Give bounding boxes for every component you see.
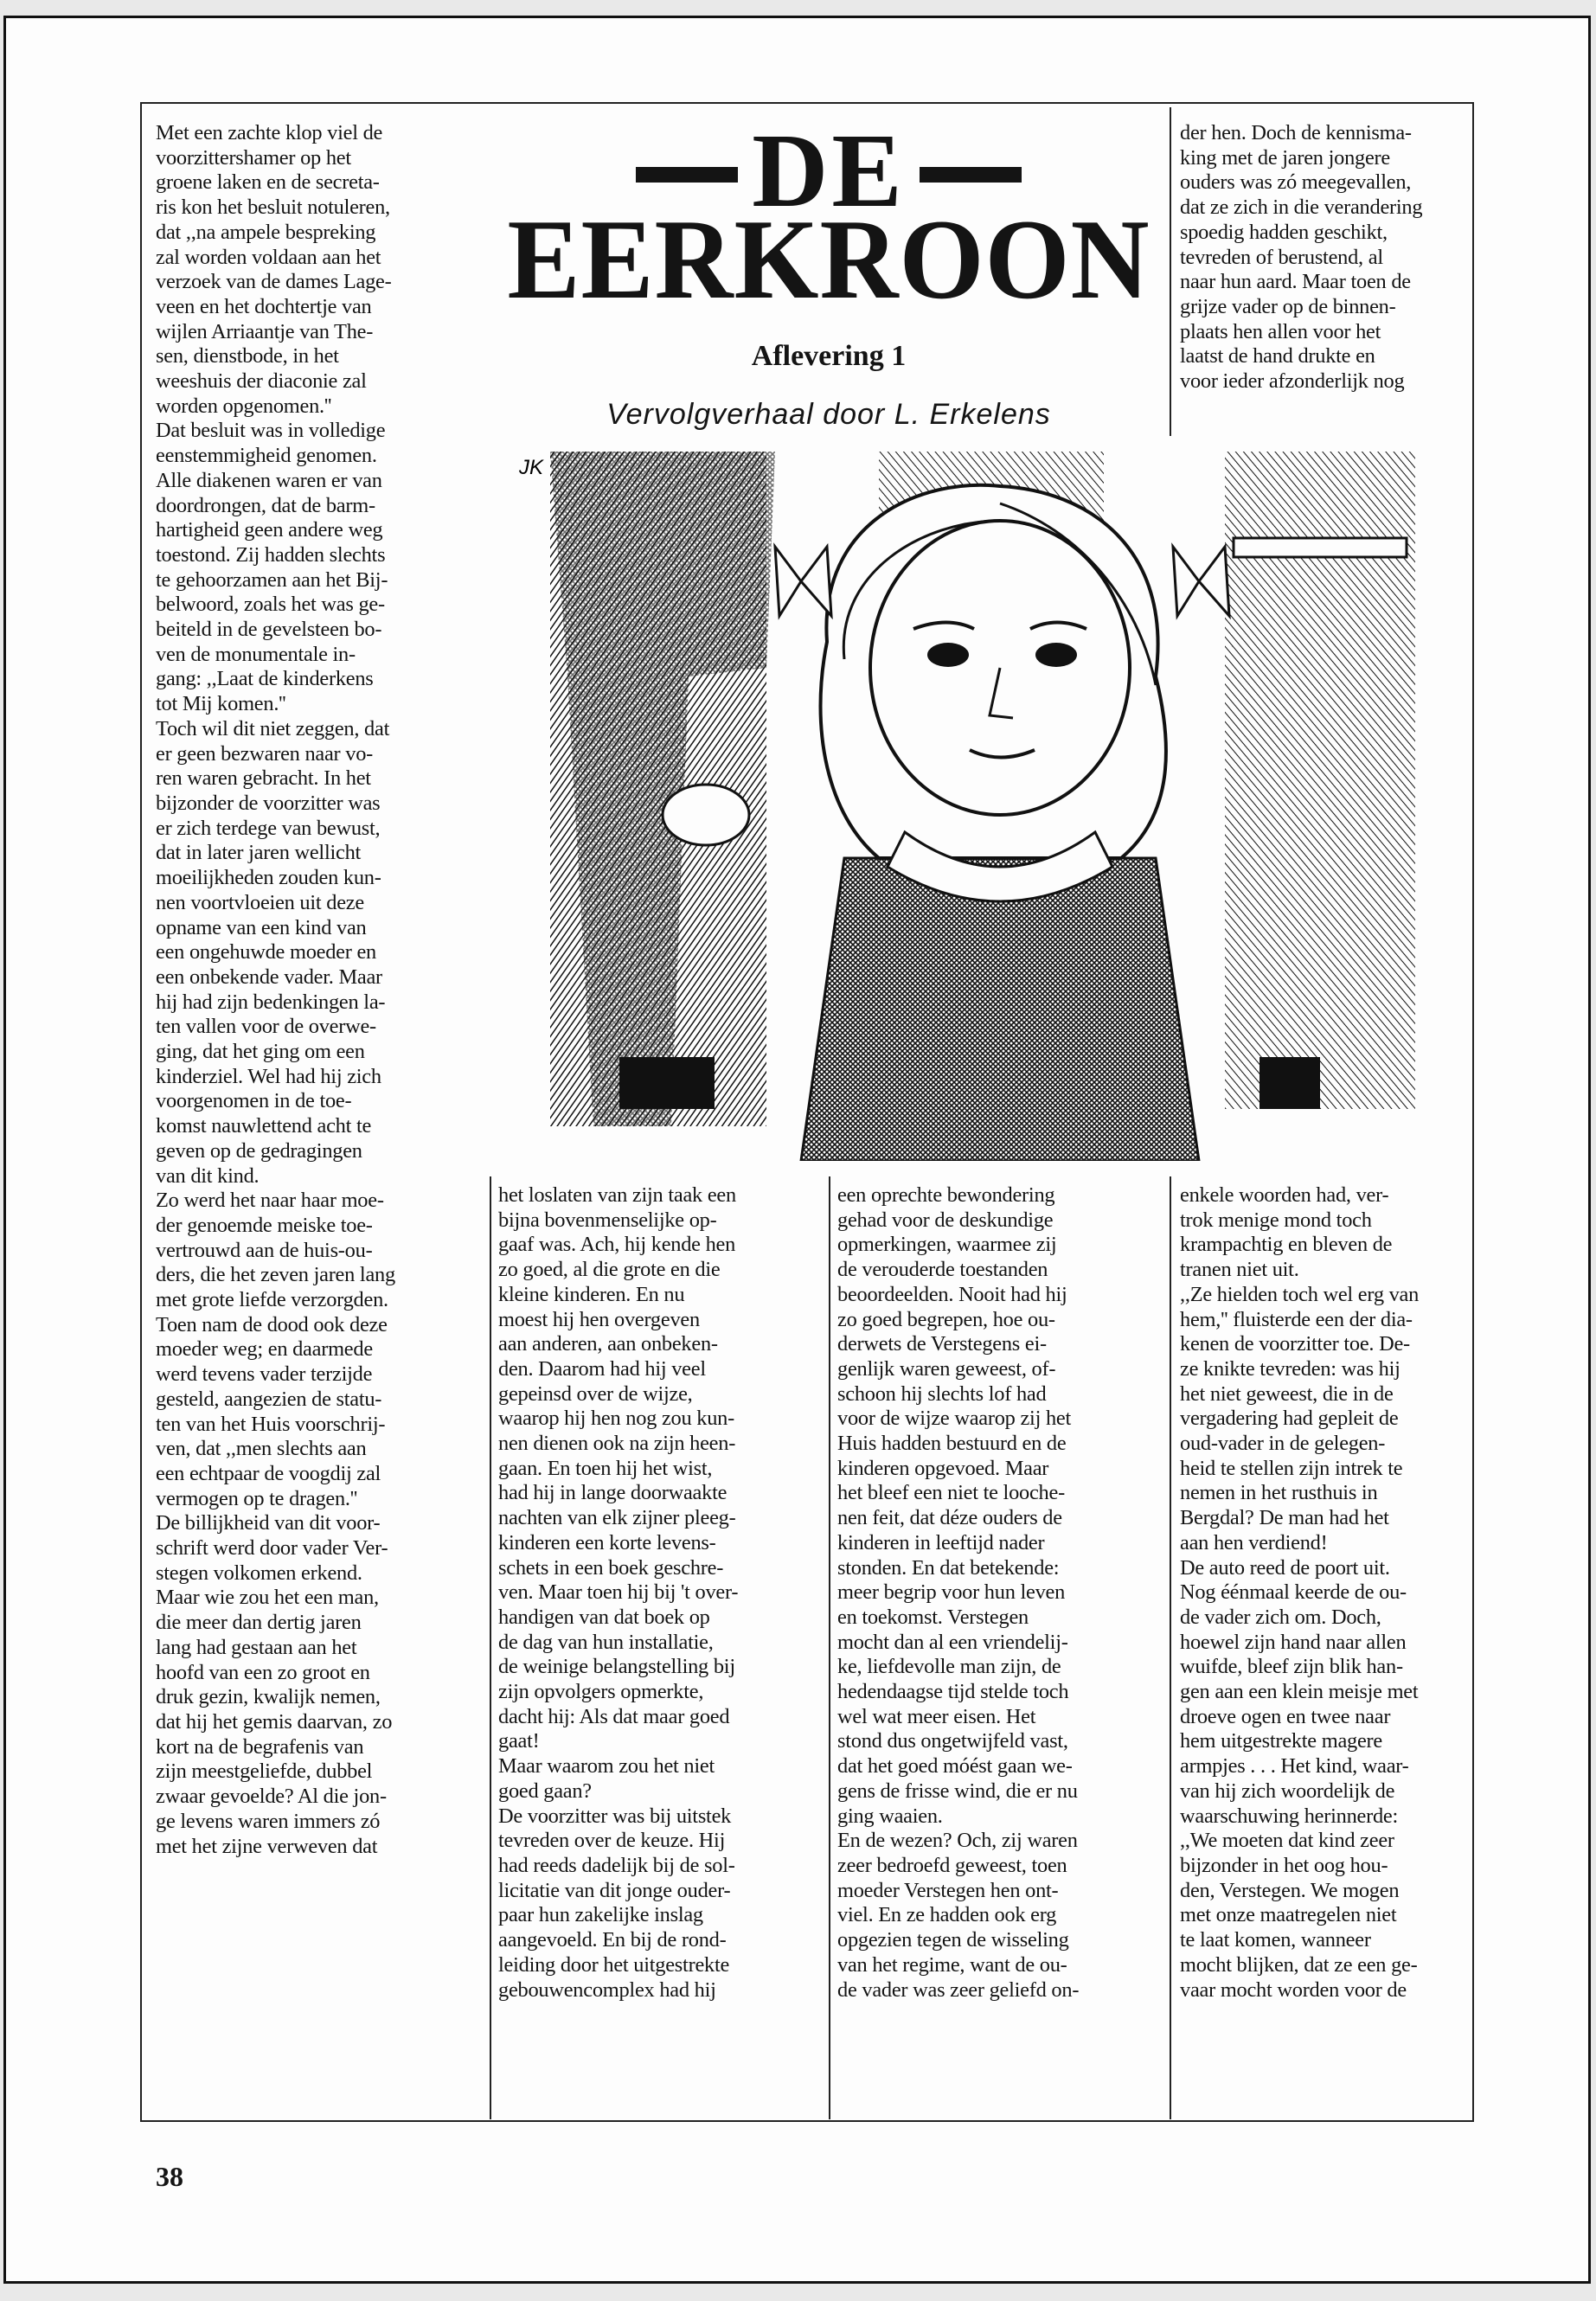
hands	[663, 785, 749, 845]
column-rule	[1170, 1176, 1171, 2119]
title-dash	[636, 167, 738, 183]
title-dash	[920, 167, 1022, 183]
page-number: 38	[156, 2161, 183, 2192]
story-title-top-text: DE	[752, 112, 906, 229]
article-column-1: Met een zachte klop viel de voorzittershamer op het groene laken en de secreta- ris kon het besluit notuleren, dat ,,na ampele bespreking zal worden voldaan aan het verzoek van de dames Lage- veen en het dochtertje van wijlen Arriaantje van The- sen, dienstbode, in het weeshuis der diaconie zal worden opgenomen.'' Dat besluit was in volledige eenstemmigheid genomen. Alle diakenen waren er van doordrongen, dat de barm- hartigheid geen andere weg toestond. Zij hadden slechts te gehoorzamen aan het Bij- belwoord, zoals het was ge- beiteld in de gevelsteen bo- ven de monumentale in- gang: ,,Laat de kinderkens tot Mij komen.'' Toch wil dit niet zeggen, dat er geen bezwaren naar vo- ren waren gebracht. In het bijzonder de voorzitter was er zich terdege van bewust, dat in later jaren wellicht moeilijkheden zouden kun- nen voortvloeien uit deze opname van een kind van een ongehuwde moeder en een onbekende vader. Maar hij had zijn bedenkingen la- ten vallen voor de overwe- ging, dat het ging om een kinderziel. Wel had hij zich voorgenomen in de toe- komst nauwlettend acht te geven op de gedragingen van dit kind. Zo werd het naar haar moe- der genoemde meiske toe- vertrouwd aan de huis-ou- ders, die het zeven jaren lang met grote liefde verzorgden. Toen nam de dood ook deze moeder weg; en daarmede werd tevens vader terzijde gesteld, aangezien de statu- ten van het Huis voorschrij- ven, dat ,,men slechts aan een echtpaar de voogdij zal vermogen op te dragen.'' De billijkheid van dit voor- schrift werd door vader Ver- stegen volkomen erkend. Maar wie zou het een man, die meer dan dertig jaren lang had gestaan aan het hoofd van een zo groot en druk gezin, kwalijk nemen, dat hij het gemis daarvan, zo kort na de begrafenis van zijn meestgeliefde, dubbel zwaar gevoelde? Al die jon- ge levens waren immers zó met het zijne verweven dat	[156, 121, 395, 1858]
artist-mark: JK	[519, 456, 544, 479]
column-rule	[1170, 107, 1171, 436]
story-byline: Vervolgverhaal door L. Erkelens	[606, 398, 1051, 431]
article-column-4: enkele woorden had, ver- trok menige mond toch krampachtig en bleven de tranen niet uit. ,,Ze hielden toch wel erg van hem,'' fluisterde een der dia- kenen de voorzitter toe. De- ze knikte tevreden: was hij het niet geweest, die in de vergadering had gepleit de oud-vader in de gelegen- heid te stellen zijn intrek te nemen in het rusthuis in Bergdal? De man had het aan hen verdiend! De auto reed de poort uit. Nog éénmaal keerde de ou- de vader zich om. Doch, hoewel zijn hand naar allen wuifde, bleef zijn blik han- gen aan een klein meisje met droeve ogen en twee naar hem uitgestrekte magere armpjes . . . Het kind, waar- van hij zich woordelijk de waarschuwing herinnerde: ,,We moeten dat kind zeer bijzonder in het oog hou- den, Verstegen. We mogen met onze maatregelen niet te laat komen, wanneer mocht blijken, dat ze een ge- vaar mocht worden voor de	[1180, 1183, 1420, 2002]
girl-dress	[801, 858, 1199, 1161]
hair-bow-left	[775, 547, 831, 616]
article-column-2: het loslaten van zijn taak een bijna bovenmenselijke op- gaaf was. Ach, hij kende hen zo goed, al die grote en die kleine kinderen. En nu moest hij hen overgeven aan anderen, aan onbeken- den. Daarom had hij veel gepeinsd over de wijze, waarop hij hen nog zou kun- nen dienen ook na zijn heen- gaan. En toen hij het wist, had hij in lange doorwaakte nachten van elk zijner pleeg- kinderen een korte levens- schets in een boek geschre- ven. Maar toen hij bij 't over- handigen van dat boek op de dag van hun installatie, de weinige belangstelling bij zijn opvolgers opmerkte, dacht hij: Als dat maar goed gaat! Maar waarom zou het niet goed gaan? De voorzitter was bij uitstek tevreden over de keuze. Hij had reeds dadelijk bij de sol- licitatie van dit jonge ouder- paar hun zakelijke inslag aangevoeld. En bij de rond- leiding door het uitgestrekte gebouwencomplex had hij	[498, 1183, 739, 2002]
hair-bow-right	[1173, 547, 1229, 616]
girl-eye-right	[1035, 643, 1077, 667]
belt	[1234, 538, 1407, 557]
article-column-4-top: der hen. Doch de kennisma- king met de jaren jongere ouders was zó meegevallen, dat ze zich in die verandering spoedig hadden geschikt, tevreden of berustend, al naar hun aard. Maar toen de grijze vader op de binnen- plaats hen allen voor het laatst de hand drukte en voor ieder afzonderlijk nog	[1180, 121, 1423, 394]
episode-label: Aflevering 1	[751, 340, 907, 372]
story-title: EERKROON	[507, 196, 1151, 324]
girl-illustration-icon	[516, 452, 1467, 1161]
girl-eye-left	[927, 643, 969, 667]
column-rule	[490, 1176, 491, 2119]
shoe	[619, 1057, 715, 1109]
column-rule	[829, 1176, 830, 2119]
article-column-3: een oprechte bewondering gehad voor de deskundige opmerkingen, waarmee zij de verouderde toestanden beoordeelden. Nooit had hij zo goed begrepen, hoe ou- derwets de Verstegens ei- genlijk waren geweest, of- schoon hij slechts lof had voor de wijze waarop zij het Huis hadden bestuurd en de kinderen opgevoed. Maar het bleef een niet te looche- nen feit, dat déze ouders de kinderen in leeftijd nader stonden. En dat betekende: meer begrip voor hun leven en toekomst. Verstegen mocht dan al een vriendelij- ke, liefdevolle man zijn, de hedendaagse tijd stelde toch wel wat meer eisen. Het stond dus ongetwijfeld vast, dat het goed móést gaan we- gens de frisse wind, die er nu ging waaien. En de wezen? Och, zij waren zeer bedroefd geweest, toen moeder Verstegen hen ont- viel. En ze hadden ook erg opgezien tegen de wisseling van het regime, want de ou- de vader was zeer geliefd on-	[837, 1183, 1080, 2002]
